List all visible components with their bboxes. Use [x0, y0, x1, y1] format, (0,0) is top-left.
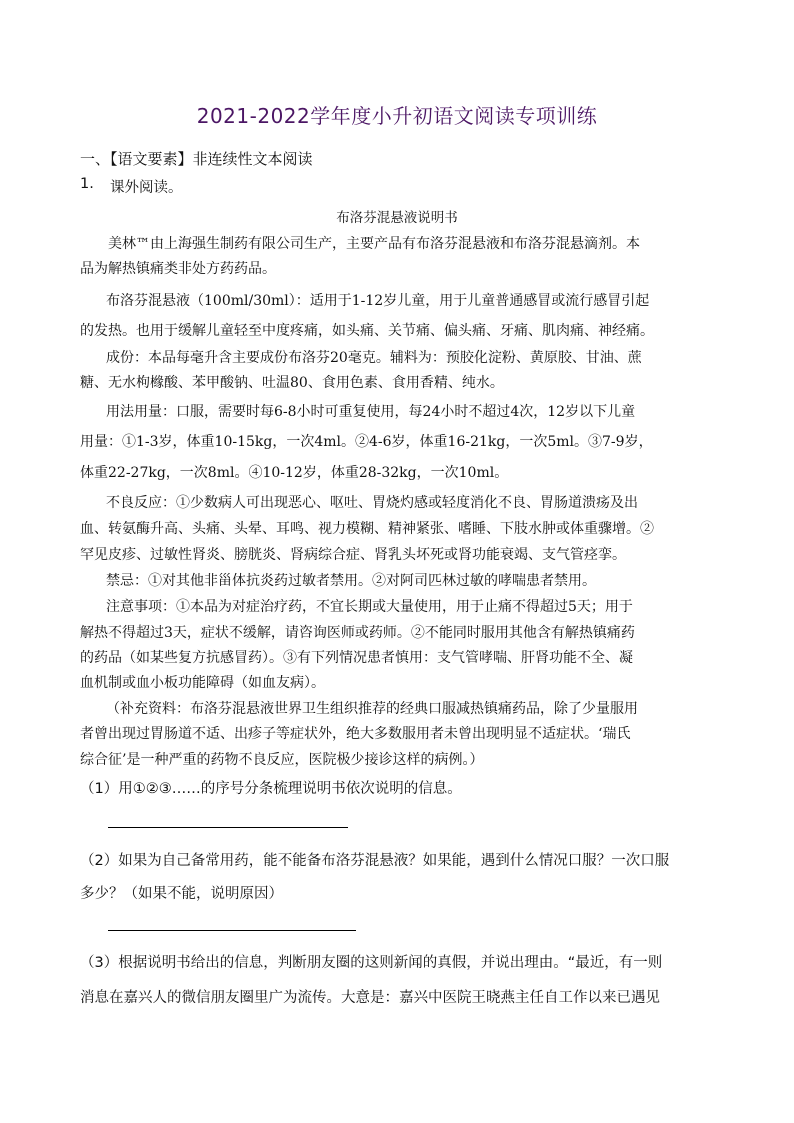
- passage-line: 用法用量：口服，需要时每6-8小时可重复使用，每24小时不超过4次，12岁以下儿童: [106, 404, 636, 420]
- passage-line: 的发热。也用于缓解儿童轻至中度疼痛，如头痛、关节痛、偏头痛、牙痛、肌肉痛、神经痛。: [80, 323, 654, 339]
- passage-line: 布洛芬混悬液（100ml/30ml）：适用于1-12岁儿童，用于儿童普通感冒或流行感冒引起: [106, 293, 650, 309]
- answer-line: [108, 827, 348, 828]
- question-number: 1.: [80, 176, 94, 192]
- question-2-continued: 多少？（如果不能，说明原因）: [80, 886, 283, 902]
- passage-line: 的药品（如某些复方抗感冒药）。③有下列情况患者慎用：支气管哮喘、肝肾功能不全、凝: [80, 650, 633, 666]
- passage-line: 罕见皮疹、过敏性肾炎、膀胱炎、肾病综合症、肾乳头坏死或肾功能衰竭、支气管痉挛。: [80, 547, 626, 563]
- passage-line: （补充资料：布洛芬混悬液世界卫生组织推荐的经典口服减热镇痛药品，除了少量服用: [106, 701, 638, 717]
- passage-line: 不良反应：①少数病人可出现恶心、呕吐、胃烧灼感或轻度消化不良、胃肠道溃疡及出: [106, 495, 638, 511]
- section-heading: 一、【语文要素】非连续性文本阅读: [80, 150, 313, 168]
- passage-line: 用量：①1-3岁，体重10-15kg，一次4ml。②4-6岁，体重16-21kg，一次5ml。③7-9岁，: [80, 434, 653, 450]
- passage-line: 者曾出现过胃肠道不适、出疹子等症状外，绝大多数服用者未曾出现明显不适症状。‘瑞氏: [80, 726, 631, 742]
- passage-line: 糖、无水枸橼酸、苯甲酸钠、吐温80、食用色素、食用香精、纯水。: [80, 375, 504, 391]
- passage-line: 血、转氨酶升高、头痛、头晕、耳鸣、视力模糊、精神紧张、嗜睡、下肢水肿或体重骤增。②: [80, 521, 654, 537]
- question-2: （2）如果为自己备常用药，能不能备布洛芬混悬液？如果能，遇到什么情况口服？一次口服: [80, 853, 670, 869]
- passage-line: 美林™由上海强生制药有限公司生产，主要产品有布洛芬混悬液和布洛芬混悬滴剂。本: [108, 236, 640, 252]
- question-title: 课外阅读。: [110, 180, 183, 196]
- passage-line: 体重22-27kg，一次8ml。④10-12岁，体重28-32kg，一次10ml。: [80, 465, 509, 481]
- passage-heading: 布洛芬混悬液说明书: [336, 210, 458, 226]
- passage-line: 成份：本品每毫升含主要成份布洛芬20毫克。辅料为：预胶化淀粉、黄原胶、甘油、蔗: [106, 350, 642, 366]
- passage-line: 综合征’是一种严重的药物不良反应，医院极少接诊这样的病例。）: [80, 752, 484, 768]
- question-1: （1）用①②③……的序号分条梳理说明书依次说明的信息。: [80, 781, 462, 797]
- passage-line: 注意事项：①本品为对症治疗药，不宜长期或大量使用，用于止痛不得超过5天；用于: [106, 599, 633, 615]
- question-3-continued: 消息在嘉兴人的微信朋友圈里广为流传。大意是：嘉兴中医院王晓燕主任自工作以来已遇见: [80, 990, 660, 1006]
- answer-line: [108, 930, 356, 931]
- page-title: 2021-2022学年度小升初语文阅读专项训练: [196, 104, 598, 128]
- passage-line: 解热不得超过3天，症状不缓解，请咨询医师或药师。②不能同时服用其他含有解热镇痛药: [80, 625, 635, 641]
- passage-line: 血机制或血小板功能障碍（如血友病）。: [80, 675, 325, 691]
- question-3: （3）根据说明书给出的信息，判断朋友圈的这则新闻的真假，并说出理由。“最近，有一则: [80, 955, 663, 971]
- passage-line: 禁忌：①对其他非甾体抗炎药过敏者禁用。②对阿司匹林过敏的哮喘患者禁用。: [106, 573, 596, 589]
- passage-line: 品为解热镇痛类非处方药药品。: [80, 261, 276, 277]
